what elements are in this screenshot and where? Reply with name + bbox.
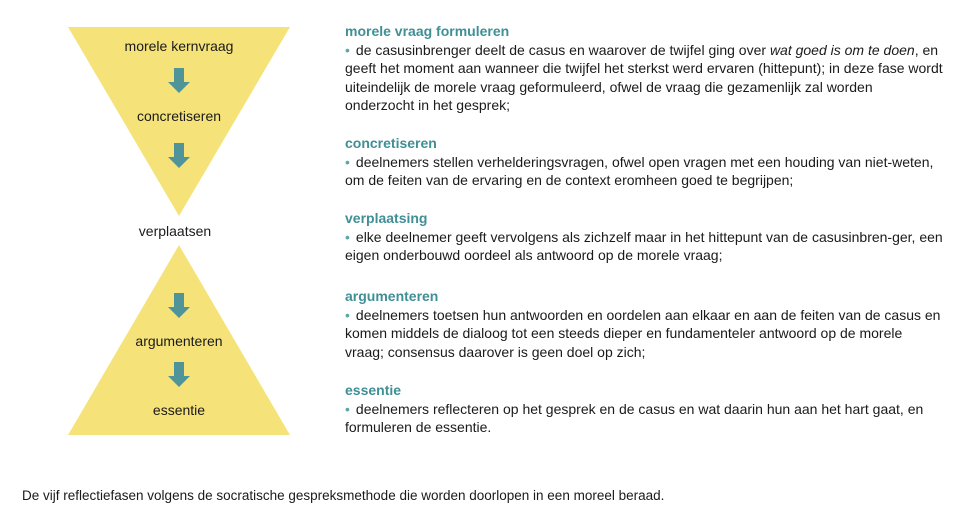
phase-verplaatsing bbox=[345, 209, 945, 265]
phase-title: morele vraag formuleren bbox=[345, 23, 510, 39]
bullet-icon: • bbox=[345, 153, 350, 170]
phase-text: • deelnemers reflecteren op het gesprek en de casus en wat daarin hun aan het hart gaat, en formuleren de essentie. bbox=[345, 400, 924, 435]
phase-text: • deelnemers toetsen hun antwoorden en oordelen aan elkaar en aan de feiten van de casus en komen middels de dialoog tot een steeds dieper en fundamenteler antwoord op de morele vraag; consensus daarover is geen doel op zich; bbox=[345, 306, 941, 360]
phase-title: essentie bbox=[345, 382, 402, 398]
phase-essentie bbox=[345, 381, 945, 437]
phase-concretiseren bbox=[345, 134, 945, 190]
bullet-icon: • bbox=[345, 228, 350, 245]
funnel-diagram bbox=[0, 0, 330, 470]
phase-text: • elke deelnemer geeft vervolgens als zichzelf maar in het hittepunt van de casusinbren-ger, een eigen onderbouwd oordeel als antwoord op de morele vraag; bbox=[345, 228, 943, 263]
phase-title: concretiseren bbox=[345, 135, 437, 151]
phase-argumenteren bbox=[345, 287, 945, 361]
phase-title: verplaatsing bbox=[345, 210, 428, 226]
label-essentie: essentie bbox=[152, 402, 206, 418]
bullet-icon: • bbox=[345, 400, 350, 417]
label-argumenteren: argumenteren bbox=[135, 333, 223, 349]
label-verplaatsen: verplaatsen bbox=[138, 223, 212, 239]
bullet-icon: • bbox=[345, 41, 350, 58]
phase-morele-vraag-formuleren bbox=[345, 22, 945, 115]
figure-caption: De vijf reflectiefasen volgens de socratische gespreksmethode die worden doorlopen in een moreel beraad. bbox=[22, 488, 665, 503]
label-concretiseren: concretiseren bbox=[136, 108, 222, 124]
phase-text: • deelnemers stellen verhelderingsvragen, ofwel open vragen met een houding van niet-weten, om de feiten van de ervaring en de context eromheen goed te begrijpen; bbox=[345, 153, 934, 188]
phase-text: • de casusinbrenger deelt de casus en waarover de twijfel ging over wat goed is om te doen, en geeft het moment aan wanneer die twijfel het sterkst werd ervaren (hittepunt); in deze fase wordt uiteindelijk de morele vraag geformuleerd, ofwel de vraag die gezamenlijk zal worden onderzocht in het gesprek; bbox=[345, 41, 943, 113]
label-morele-kernvraag: morele kernvraag bbox=[124, 38, 234, 54]
phase-title: argumenteren bbox=[345, 288, 439, 304]
bullet-icon: • bbox=[345, 306, 350, 323]
